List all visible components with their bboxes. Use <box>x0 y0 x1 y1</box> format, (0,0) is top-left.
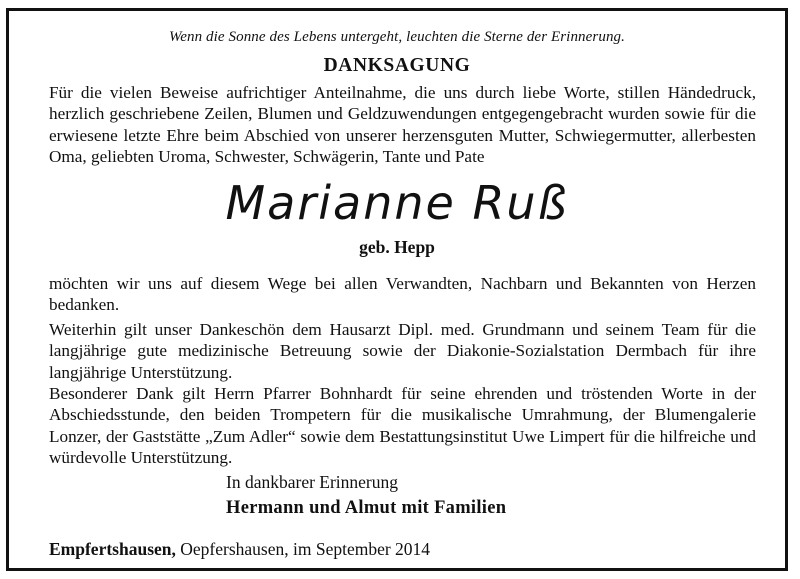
notice-heading: DANKSAGUNG <box>323 55 471 76</box>
intro-paragraph: Für die vielen Beweise aufrichtiger Anteilnahme, die uns durch liebe Worte, stillen Händedruck, herzlich geschriebene Zeilen, Blumen und Geldzuwendungen entgegengebracht wurden sowie für die erwiesene letzte Ehre beim Abschied von unserer herzensguten Mutter, Schwiegermutter, allerbesten Oma, geliebten Uroma, Schwester, Schwägerin, Tante und Pate <box>49 83 756 166</box>
deceased-name: Marianne Ruß <box>225 176 569 230</box>
thanks-paragraph: möchten wir uns auf diesem Wege bei allen Verwandten, Nachbarn und Bekannten von Herzen bedanken. <box>49 274 756 315</box>
place-primary: Empfertshausen, <box>49 539 176 559</box>
place-secondary-date: Oepfershausen, im September 2014 <box>175 539 431 559</box>
doctor-paragraph: Weiterhin gilt unser Dankeschön dem Hausarzt Dipl. med. Grundmann und seinem Team für die langjährige gute medizinische Betreuung sowie der Diakonie-Sozialstation Dermbach für ihre langjährige Unterstützung. <box>49 320 756 382</box>
family-signature: Hermann und Almut mit Familien <box>226 498 507 518</box>
place-date-line <box>49 539 430 560</box>
motto-quote: Wenn die Sonne des Lebens untergeht, leuchten die Sterne der Erinnerung. <box>169 29 625 45</box>
maiden-name: geb. Hepp <box>359 237 435 257</box>
closing-line: In dankbarer Erinnerung <box>226 472 399 492</box>
obituary-notice <box>6 8 788 571</box>
pastor-paragraph: Besonderer Dank gilt Herrn Pfarrer Bohnhardt für seine ehrenden und tröstenden Worte in der Abschiedsstunde, den beiden Trompetern für die musikalische Umrahmung, der Blumengalerie Lonzer, der Gaststätte „Zum Adler“ sowie dem Bestattungsinstitut Uwe Limpert für die hilfreiche und würdevolle Unterstützung. <box>49 384 756 467</box>
